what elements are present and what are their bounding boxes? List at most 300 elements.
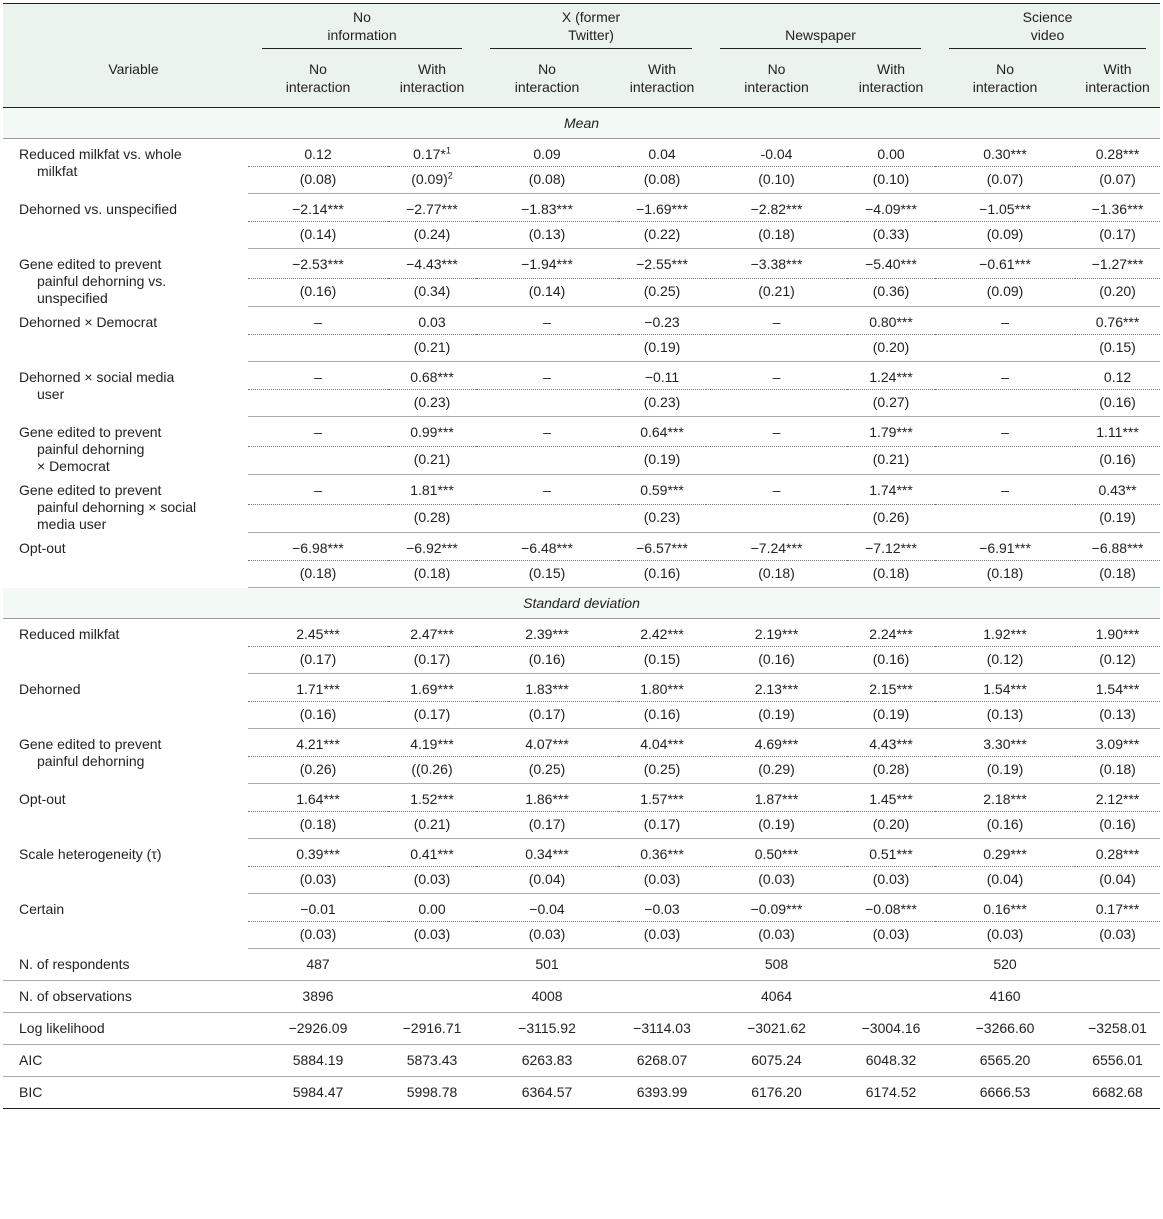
- estimate-cell: [935, 894, 1075, 922]
- stat-value: 5984.47: [248, 1077, 388, 1109]
- std-error-value: (0.07): [1099, 171, 1136, 187]
- stat-value: 4160: [935, 981, 1075, 1013]
- estimate-cell: [388, 674, 476, 702]
- std-error-value: (0.19): [1099, 508, 1136, 525]
- std-error-value: (0.17): [528, 706, 566, 722]
- estimate-cell: [706, 249, 847, 279]
- std-error-cell: [388, 335, 476, 362]
- estimate-value: 2.42***: [640, 626, 684, 642]
- estimate-value: 1.74***: [869, 482, 913, 498]
- coef-row: [3, 533, 1160, 561]
- estimate-cell: [847, 362, 935, 390]
- std-error-value: (0.16): [528, 651, 566, 667]
- footnote-marker: 1: [445, 145, 451, 156]
- std-error-cell: [706, 922, 847, 949]
- std-error-cell: [935, 278, 1075, 306]
- std-error-cell: [847, 757, 935, 784]
- estimate-cell: [935, 784, 1075, 812]
- std-error-cell: [248, 647, 388, 674]
- variable-label: [3, 894, 248, 949]
- std-error-cell: [618, 390, 706, 417]
- estimate-value: 4.19***: [410, 736, 454, 752]
- stat-value: −2916.71: [388, 1013, 476, 1045]
- estimate-value: 2.24***: [869, 626, 913, 642]
- estimate-value: 2.19***: [754, 626, 799, 642]
- stat-value: 6075.24: [706, 1045, 847, 1077]
- std-error-cell: [706, 222, 847, 249]
- std-error-value: (0.18): [872, 565, 910, 581]
- std-error-cell: [847, 922, 935, 949]
- estimate-cell: [1075, 533, 1160, 561]
- std-error-value: (0.21): [413, 339, 451, 355]
- estimate-cell: [847, 894, 935, 922]
- estimate-cell: [476, 894, 618, 922]
- group-label-line2: video: [1030, 27, 1065, 43]
- std-error-value: (0.12): [986, 651, 1024, 667]
- variable-label: [3, 784, 248, 839]
- std-error-value: (0.16): [986, 816, 1024, 832]
- estimate-value: 0.28***: [1095, 846, 1140, 862]
- std-error-value: (0.26): [299, 761, 337, 777]
- std-error-cell: [476, 702, 618, 729]
- estimate-cell: [1075, 139, 1160, 167]
- estimate-cell: [476, 139, 618, 167]
- std-error-value: (0.09): [986, 226, 1024, 242]
- estimate-value: 4.04***: [640, 736, 684, 752]
- estimate-cell: [847, 307, 935, 335]
- std-error-cell: [847, 561, 935, 588]
- estimate-value: 1.57***: [640, 791, 684, 807]
- estimate-value: −0.09***: [750, 901, 803, 917]
- stat-label: Log likelihood: [3, 1013, 248, 1045]
- estimate-cell: [1075, 674, 1160, 702]
- estimate-cell: [935, 139, 1075, 167]
- group-label-line2: Twitter): [568, 27, 614, 43]
- estimate-value: −5.40***: [865, 256, 917, 272]
- variable-label-line: Reduced milkfat vs. whole: [19, 146, 182, 162]
- variable-label: [3, 194, 248, 249]
- variable-label-line: milkfat: [37, 163, 78, 179]
- std-error-value: (0.14): [528, 282, 566, 299]
- subheader-line2: interaction: [399, 79, 465, 95]
- subheader-no-interaction: [935, 55, 1075, 108]
- estimate-cell: [935, 475, 1075, 505]
- estimate-cell: [476, 249, 618, 279]
- estimate-cell: [388, 139, 476, 167]
- estimate-value: −4.43***: [406, 256, 458, 272]
- std-error-value: (0.13): [528, 226, 566, 242]
- std-error-cell: [1075, 446, 1160, 474]
- std-error-value: (0.03): [413, 871, 451, 887]
- std-error-value: (0.18): [413, 565, 451, 581]
- estimate-value: -0.04: [760, 146, 793, 162]
- estimate-cell: [706, 362, 847, 390]
- std-error-value: (0.18): [758, 226, 795, 242]
- std-error-cell: [706, 504, 847, 532]
- stat-value: 6556.01: [1075, 1045, 1160, 1077]
- std-error-value: (0.36): [872, 282, 910, 299]
- coef-row: [3, 475, 1160, 505]
- group-label-line1: Science: [1022, 9, 1073, 25]
- stat-value: 501: [476, 949, 618, 981]
- std-error-cell: [618, 867, 706, 894]
- std-error-cell: [1075, 867, 1160, 894]
- stat-value: 3896: [248, 981, 388, 1013]
- estimate-value: −6.91***: [979, 540, 1031, 556]
- estimate-cell: [935, 194, 1075, 222]
- std-error-value: (0.16): [299, 282, 337, 299]
- estimate-cell: [248, 533, 388, 561]
- estimate-cell: [935, 729, 1075, 757]
- estimate-cell: [618, 194, 706, 222]
- std-error-cell: [935, 647, 1075, 674]
- stat-label: N. of respondents: [3, 949, 248, 981]
- estimate-value: 1.87***: [754, 791, 799, 807]
- estimate-value: 1.69***: [410, 681, 454, 697]
- estimate-value: −7.12***: [865, 540, 917, 556]
- footnote-marker: 2: [447, 170, 453, 181]
- stat-value: 6268.07: [618, 1045, 706, 1077]
- stat-label: N. of observations: [3, 981, 248, 1013]
- estimate-value: 0.00: [877, 146, 905, 162]
- estimate-cell: [476, 417, 618, 447]
- std-error-cell: [935, 504, 1075, 532]
- estimate-value: –: [314, 424, 322, 440]
- estimate-cell: [476, 729, 618, 757]
- stat-value: 6176.20: [706, 1077, 847, 1109]
- std-error-cell: [935, 561, 1075, 588]
- estimate-cell: [248, 307, 388, 335]
- std-error-value: (0.25): [528, 761, 566, 777]
- estimate-value: –: [543, 482, 551, 498]
- subheader-line1: With: [648, 61, 677, 77]
- std-error-cell: [248, 922, 388, 949]
- std-error-cell: [935, 812, 1075, 839]
- estimate-cell: [1075, 249, 1160, 279]
- std-error-value: (0.16): [872, 651, 910, 667]
- subheader-no-interaction: [476, 55, 618, 108]
- std-error-cell: [476, 561, 618, 588]
- std-error-cell: [618, 647, 706, 674]
- estimate-cell: [388, 619, 476, 647]
- subheader-line2: interaction: [858, 79, 924, 95]
- std-error-cell: [706, 446, 847, 474]
- estimate-cell: [847, 475, 935, 505]
- stat-value: −3114.03: [618, 1013, 706, 1045]
- stat-value: −3115.92: [476, 1013, 618, 1045]
- estimate-value: –: [1001, 369, 1009, 385]
- estimate-cell: [935, 249, 1075, 279]
- std-error-value: (0.34): [413, 282, 451, 299]
- std-error-value: (0.16): [643, 565, 681, 581]
- variable-label: [3, 839, 248, 894]
- std-error-cell: [388, 278, 476, 306]
- std-error-value: (0.20): [872, 339, 910, 355]
- estimate-cell: [248, 619, 388, 647]
- std-error-cell: [706, 812, 847, 839]
- estimate-cell: [1075, 729, 1160, 757]
- std-error-cell: [1075, 922, 1160, 949]
- std-error-cell: [476, 504, 618, 532]
- std-error-cell: [847, 812, 935, 839]
- estimate-value: −0.04: [529, 901, 565, 917]
- estimate-value: −2.82***: [750, 201, 803, 217]
- std-error-value: (0.14): [299, 226, 337, 242]
- estimate-cell: [388, 362, 476, 390]
- estimate-cell: [706, 417, 847, 447]
- group-header-newspaper: [706, 4, 935, 56]
- std-error-cell: [618, 561, 706, 588]
- std-error-value: (0.03): [872, 871, 910, 887]
- std-error-value: (0.33): [872, 226, 910, 242]
- estimate-value: –: [543, 314, 551, 330]
- std-error-cell: [388, 867, 476, 894]
- estimate-cell: [248, 249, 388, 279]
- estimate-value: 1.80***: [640, 681, 684, 697]
- subheader-line1: No: [996, 61, 1014, 77]
- std-error-cell: [706, 702, 847, 729]
- section-row: [3, 588, 1160, 619]
- estimate-cell: [248, 729, 388, 757]
- estimate-cell: [388, 475, 476, 505]
- std-error-value: (0.19): [643, 339, 681, 355]
- std-error-value: (0.19): [758, 706, 795, 722]
- std-error-value: (0.04): [528, 871, 566, 887]
- estimate-value: 1.81***: [410, 482, 454, 498]
- subheader-line2: interaction: [744, 79, 809, 95]
- stat-label: BIC: [3, 1077, 248, 1109]
- stat-row: [3, 1077, 1160, 1109]
- group-label-line1: Newspaper: [785, 27, 856, 43]
- estimate-value: 0.09: [533, 146, 561, 162]
- estimate-value: 4.07***: [525, 736, 569, 752]
- stat-value: [388, 949, 476, 981]
- std-error-value: (0.23): [413, 394, 451, 410]
- std-error-value: (0.18): [1099, 761, 1136, 777]
- std-error-value: (0.04): [1099, 871, 1136, 887]
- estimate-cell: [1075, 619, 1160, 647]
- estimate-value: 0.28***: [1095, 146, 1140, 162]
- variable-label-line: Gene edited to prevent: [19, 481, 162, 498]
- std-error-cell: [618, 446, 706, 474]
- estimate-value: 0.80***: [869, 314, 913, 330]
- group-underline: [490, 48, 692, 49]
- std-error-cell: [847, 335, 935, 362]
- estimate-value: −1.05***: [979, 201, 1031, 217]
- std-error-cell: [935, 390, 1075, 417]
- section-row: [3, 108, 1160, 139]
- estimate-value: 0.51***: [869, 846, 913, 862]
- estimate-value: −1.94***: [521, 256, 573, 272]
- estimate-cell: [847, 729, 935, 757]
- std-error-value: (0.18): [299, 565, 337, 581]
- estimate-value: −6.57***: [636, 540, 688, 556]
- std-error-value: (0.18): [758, 565, 795, 581]
- estimate-cell: [706, 839, 847, 867]
- coef-row: [3, 839, 1160, 867]
- std-error-cell: [847, 222, 935, 249]
- std-error-value: (0.03): [643, 871, 681, 887]
- std-error-value: (0.09): [986, 282, 1024, 299]
- estimate-value: –: [1001, 424, 1009, 440]
- estimate-value: −3.38***: [750, 256, 803, 272]
- variable-label-line: Gene edited to prevent: [19, 735, 162, 752]
- std-error-value: (0.08): [528, 171, 566, 187]
- estimate-value: 0.59***: [640, 482, 684, 498]
- estimate-value: 4.21***: [296, 736, 340, 752]
- std-error-value: (0.25): [643, 761, 681, 777]
- std-error-value: (0.04): [986, 871, 1024, 887]
- std-error-cell: [476, 390, 618, 417]
- std-error-cell: [476, 446, 618, 474]
- estimate-cell: [388, 839, 476, 867]
- stat-value: [847, 981, 935, 1013]
- std-error-cell: [248, 561, 388, 588]
- estimate-cell: [706, 533, 847, 561]
- estimate-value: −2.77***: [406, 201, 458, 217]
- estimate-cell: [476, 839, 618, 867]
- variable-label-line: × Democrat: [37, 457, 110, 474]
- std-error-value: (0.20): [1099, 282, 1136, 299]
- std-error-cell: [935, 446, 1075, 474]
- estimate-value: −0.01: [300, 901, 336, 917]
- estimate-value: –: [314, 369, 322, 385]
- estimate-value: 1.24***: [869, 369, 913, 385]
- coef-row: [3, 139, 1160, 167]
- estimate-value: −2.55***: [636, 256, 688, 272]
- std-error-value: (0.03): [299, 926, 337, 942]
- std-error-cell: [248, 867, 388, 894]
- stat-value: 6048.32: [847, 1045, 935, 1077]
- std-error-cell: [935, 867, 1075, 894]
- variable-label-line: Opt-out: [19, 790, 66, 807]
- estimate-cell: [847, 839, 935, 867]
- std-error-cell: [1075, 335, 1160, 362]
- estimate-value: –: [772, 482, 781, 498]
- std-error-value: (0.10): [872, 171, 910, 187]
- estimate-value: –: [1001, 314, 1009, 330]
- estimate-cell: [248, 475, 388, 505]
- std-error-value: (0.03): [299, 871, 337, 887]
- std-error-cell: [847, 278, 935, 306]
- estimate-value: −6.98***: [292, 540, 344, 556]
- estimate-value: 3.09***: [1095, 736, 1140, 752]
- std-error-cell: [618, 335, 706, 362]
- variable-label: [3, 362, 248, 417]
- estimate-value: −0.08***: [865, 901, 917, 917]
- estimate-cell: [847, 619, 935, 647]
- estimate-value: 0.12: [304, 146, 332, 162]
- estimate-value: −0.11: [644, 369, 680, 385]
- std-error-value: (0.17): [413, 651, 451, 667]
- estimate-cell: [706, 784, 847, 812]
- std-error-value: (0.21): [413, 450, 451, 467]
- estimate-cell: [248, 362, 388, 390]
- stat-value: 6565.20: [935, 1045, 1075, 1077]
- std-error-cell: [388, 922, 476, 949]
- variable-label: [3, 307, 248, 362]
- estimate-value: 1.86***: [525, 791, 569, 807]
- coef-row: [3, 362, 1160, 390]
- std-error-cell: [935, 702, 1075, 729]
- variable-label-line: Dehorned × Democrat: [19, 313, 158, 330]
- std-error-cell: [388, 167, 476, 194]
- estimate-value: 0.30***: [983, 146, 1027, 162]
- std-error-value: (0.17): [299, 651, 337, 667]
- coef-row: [3, 194, 1160, 222]
- estimate-value: −1.83***: [521, 201, 573, 217]
- stat-value: −3021.62: [706, 1013, 847, 1045]
- estimate-value: 1.54***: [983, 681, 1027, 697]
- std-error-cell: [1075, 504, 1160, 532]
- estimate-cell: [1075, 194, 1160, 222]
- estimate-cell: [618, 839, 706, 867]
- estimate-cell: [248, 139, 388, 167]
- estimate-cell: [618, 362, 706, 390]
- subheader-line2: interaction: [1085, 79, 1150, 95]
- std-error-cell: [706, 867, 847, 894]
- estimate-value: –: [543, 369, 551, 385]
- stat-value: 5884.19: [248, 1045, 388, 1077]
- estimate-cell: [618, 674, 706, 702]
- std-error-cell: [847, 390, 935, 417]
- coef-row: [3, 894, 1160, 922]
- estimate-value: –: [772, 424, 781, 440]
- estimate-cell: [388, 249, 476, 279]
- std-error-cell: [847, 446, 935, 474]
- std-error-value: (0.15): [643, 651, 681, 667]
- subheader-line2: interaction: [629, 79, 695, 95]
- group-underline: [949, 48, 1146, 49]
- std-error-value: (0.19): [758, 816, 795, 832]
- estimate-value: 0.00: [418, 901, 446, 917]
- group-underline: [720, 48, 921, 49]
- std-error-cell: [476, 167, 618, 194]
- std-error-value: (0.17): [528, 816, 566, 832]
- std-error-value: (0.15): [1099, 339, 1136, 355]
- estimate-value: 0.16***: [983, 901, 1027, 917]
- std-error-cell: [618, 278, 706, 306]
- estimate-value: 0.68***: [410, 369, 454, 385]
- variable-label-line: Scale heterogeneity (τ): [19, 845, 162, 862]
- std-error-cell: [618, 922, 706, 949]
- std-error-cell: [1075, 812, 1160, 839]
- std-error-cell: [1075, 222, 1160, 249]
- std-error-value: (0.21): [413, 816, 451, 832]
- estimate-cell: [248, 784, 388, 812]
- estimate-value: 1.83***: [525, 681, 569, 697]
- estimate-cell: [476, 619, 618, 647]
- estimate-cell: [706, 674, 847, 702]
- estimate-value: 0.50***: [754, 846, 799, 862]
- std-error-cell: [248, 222, 388, 249]
- estimate-value: 0.34***: [525, 846, 569, 862]
- variable-label-line: painful dehorning: [37, 440, 145, 457]
- coef-row: [3, 784, 1160, 812]
- estimate-cell: [847, 417, 935, 447]
- std-error-cell: [248, 757, 388, 784]
- std-error-value: (0.26): [872, 508, 910, 525]
- estimate-value: 0.64***: [640, 424, 684, 440]
- std-error-cell: [388, 812, 476, 839]
- std-error-value: (0.13): [1099, 706, 1136, 722]
- section-title: Standard deviation: [3, 588, 1160, 619]
- std-error-cell: [248, 504, 388, 532]
- std-error-cell: [847, 702, 935, 729]
- std-error-value: (0.03): [643, 926, 681, 942]
- stat-value: 6682.68: [1075, 1077, 1160, 1109]
- std-error-cell: [1075, 278, 1160, 306]
